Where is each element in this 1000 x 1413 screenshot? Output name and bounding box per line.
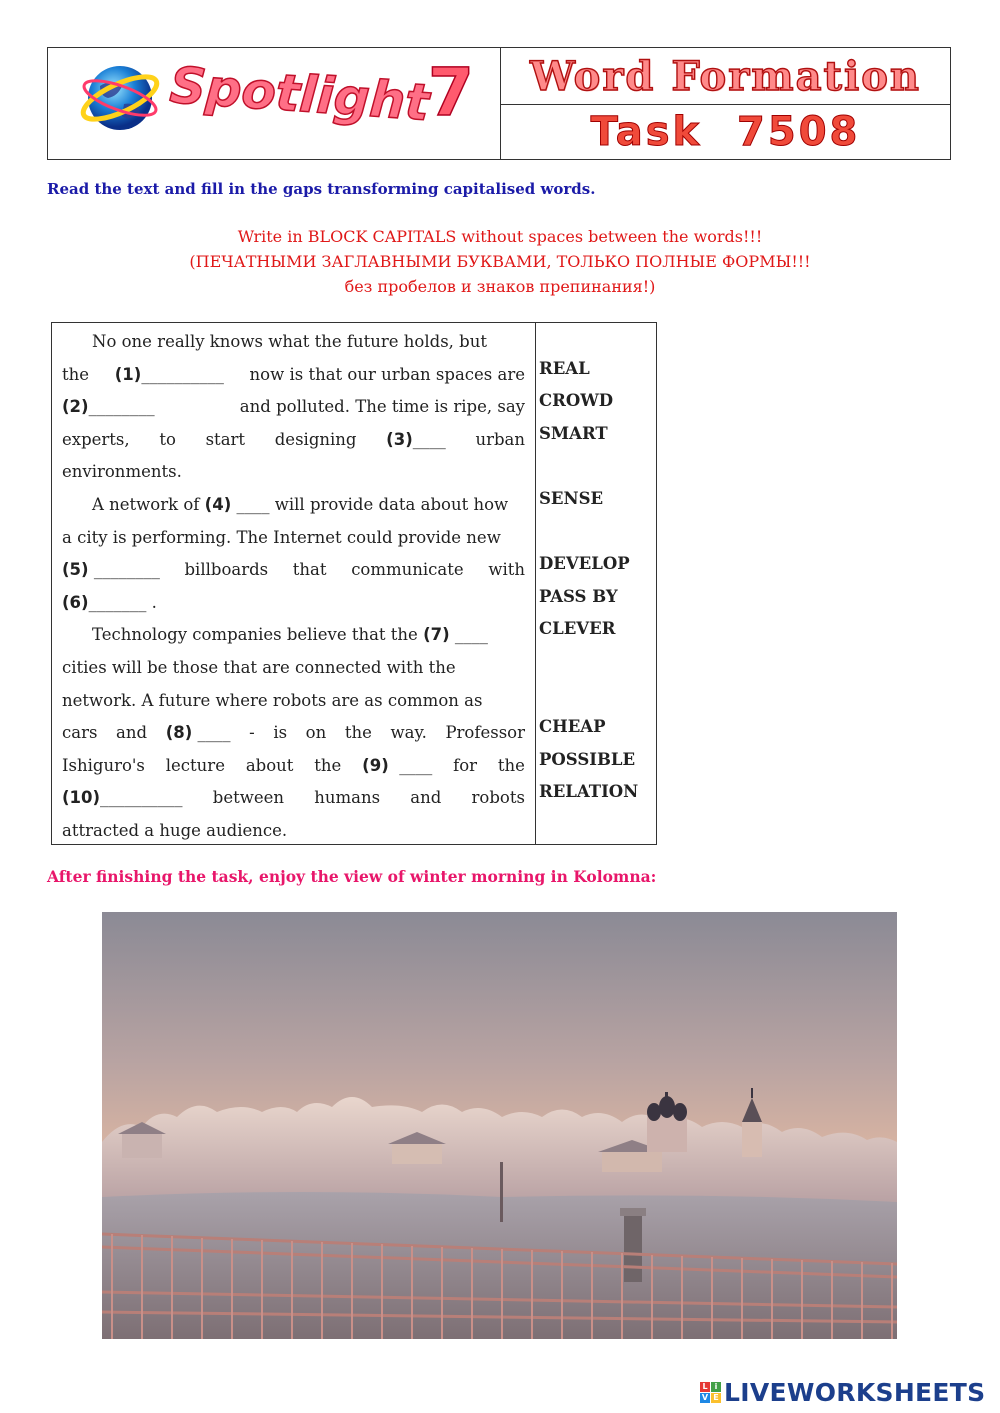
text-line: A network of (4) ____ will provide data about how: [62, 489, 525, 522]
gap-3-input[interactable]: ____: [412, 429, 446, 449]
gap-4-input[interactable]: ____: [236, 494, 270, 514]
word-smart: SMART: [539, 423, 608, 443]
winter-kolomna-photo: [102, 912, 897, 1339]
liveworksheets-logo-icon: L i V E: [700, 1382, 721, 1403]
gap-number: (2): [62, 397, 89, 417]
logo-text: Spotlight: [167, 56, 432, 133]
winter-landscape-image: [102, 912, 897, 1339]
gap-10-input[interactable]: __________: [100, 788, 183, 808]
text-line: cities will be those that are connected with the: [62, 657, 456, 677]
page-title: Word Formation: [530, 52, 921, 100]
gap-number: (4): [204, 494, 232, 514]
word-cheap: CHEAP: [539, 717, 606, 737]
text-line: cars and (8) ____ - is on the way. Professor: [62, 723, 525, 743]
warning-block: [0, 224, 1000, 299]
word-real: REAL: [539, 358, 590, 378]
gap-number: (10): [62, 788, 101, 808]
gap-number: (6): [62, 592, 89, 612]
header-box: [47, 47, 951, 160]
text-line: (6) _______ .: [62, 587, 525, 620]
logo-cell: [48, 48, 501, 159]
text-line: environments.: [62, 462, 182, 482]
warning-line: Write in BLOCK CAPITALS without spaces between the words!!!: [237, 227, 763, 246]
logo-number: 7: [428, 54, 474, 131]
word-crowd: CROWD: [539, 391, 614, 411]
gap-number: (3): [386, 429, 413, 449]
word-sense: SENSE: [539, 489, 604, 508]
gap-number: (5): [62, 560, 89, 580]
word-develop: DEVELOP: [539, 554, 630, 574]
gap-8-input[interactable]: ____: [197, 723, 231, 743]
warning-line: (ПЕЧАТНЫМИ ЗАГЛАВНЫМИ БУКВАМИ, ТОЛЬКО ПОЛНЫЕ ФОРМЫ!!!: [189, 252, 811, 271]
text-line: Ishiguro's lecture about the (9) ____ for the: [62, 755, 525, 775]
gap-1-input[interactable]: __________: [141, 364, 224, 384]
title-cell: [501, 48, 950, 105]
gap-number: (9): [362, 755, 389, 775]
gap-number: (8): [165, 723, 193, 743]
exercise-table: [51, 322, 657, 845]
text-line: a city is performing. The Internet could provide new: [62, 527, 501, 547]
word-relation: RELATION: [539, 782, 639, 802]
task-number: Task 7508: [590, 109, 861, 155]
gap-9-input[interactable]: ____: [399, 755, 433, 775]
gap-2-input[interactable]: ________: [88, 397, 155, 417]
gap-5-input[interactable]: ________: [93, 560, 160, 580]
column-divider: [535, 323, 536, 844]
text-line: (10)__________ between humans and robots: [62, 788, 525, 808]
text-line: network. A future where robots are as common as: [62, 690, 483, 710]
text-line: No one really knows what the future holds, but: [92, 332, 487, 351]
word-pass-by: PASS BY: [539, 586, 618, 606]
gap-6-input[interactable]: _______: [88, 592, 147, 612]
text-line: Technology companies believe that the (7) ____: [62, 619, 525, 652]
text-line: (5) ________ billboards that communicate with: [62, 560, 525, 580]
task-cell: [501, 105, 950, 159]
warning-line: без пробелов и знаков препинания!): [344, 277, 656, 296]
brand-text: LIVEWORKSHEETS: [724, 1378, 986, 1407]
exercise-text: [62, 326, 525, 848]
globe-logo-icon: [78, 56, 160, 138]
after-task-text: After finishing the task, enjoy the view of winter morning in Kolomna:: [47, 867, 657, 886]
liveworksheets-brand: [700, 1378, 985, 1407]
word-possible: POSSIBLE: [539, 749, 636, 769]
gap-number: (1): [114, 364, 142, 384]
gap-7-input[interactable]: ____: [454, 625, 488, 645]
text-line: attracted a huge audience.: [62, 820, 288, 840]
instruction-text: Read the text and fill in the gaps transforming capitalised words.: [47, 180, 596, 198]
word-clever: CLEVER: [539, 619, 616, 639]
text-line: experts, to start designing (3)____ urban: [62, 429, 525, 449]
gap-number: (7): [423, 625, 450, 645]
text-line: (2)________ and polluted. The time is ripe, say: [62, 397, 525, 417]
text-line: the (1)__________ now is that our urban spaces are: [62, 364, 525, 384]
